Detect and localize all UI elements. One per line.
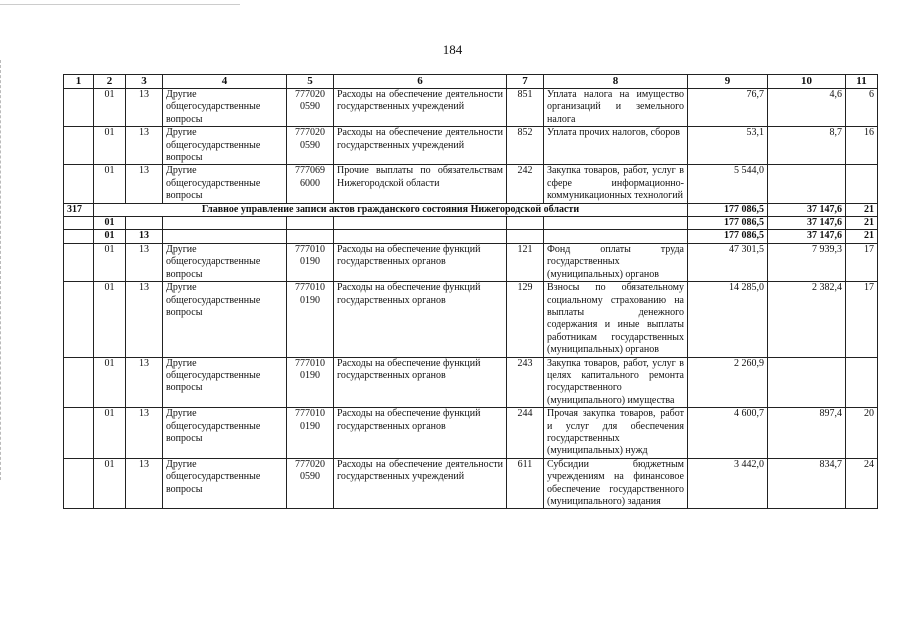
- cell-target-code: 777020 0590: [287, 458, 334, 509]
- cell-plan: 53,1: [688, 127, 768, 165]
- cell-chapter: 01: [94, 230, 126, 243]
- cell-section: [64, 89, 94, 127]
- cell-plan: 4 600,7: [688, 408, 768, 459]
- header-cell: 9: [688, 75, 768, 89]
- cell-subsection-name: Другие общегосударственные вопросы: [163, 165, 287, 203]
- cell-subsection-name: Другие общегосударственные вопросы: [163, 408, 287, 459]
- cell-plan: 76,7: [688, 89, 768, 127]
- empty-cell: [163, 217, 287, 230]
- empty-cell: [287, 230, 334, 243]
- subtotal-row: [64, 230, 878, 243]
- cell-expense-name: Уплата прочих налогов, сборов: [544, 127, 688, 165]
- header-row: [64, 75, 878, 89]
- cell-percent: 24: [846, 458, 878, 509]
- table-row: [64, 458, 878, 509]
- cell-expense-type: 611: [507, 458, 544, 509]
- cell-target-name: Расходы на обеспечение деятельности государственных учреждений: [334, 89, 507, 127]
- empty-cell: [507, 230, 544, 243]
- cell-actual: 37 147,6: [768, 203, 846, 216]
- cell-chapter: 01: [94, 282, 126, 357]
- cell-chapter: 01: [94, 243, 126, 281]
- cell-subsection-name: Другие общегосударственные вопросы: [163, 282, 287, 357]
- table-row: [64, 282, 878, 357]
- cell-subsection-name: Другие общегосударственные вопросы: [163, 89, 287, 127]
- header-cell: 11: [846, 75, 878, 89]
- cell-plan: 47 301,5: [688, 243, 768, 281]
- scan-edge-line: [0, 4, 240, 5]
- cell-plan: 2 260,9: [688, 357, 768, 408]
- cell-expense-type: 243: [507, 357, 544, 408]
- cell-plan: 14 285,0: [688, 282, 768, 357]
- cell-expense-type: 129: [507, 282, 544, 357]
- cell-section: 317: [64, 203, 94, 216]
- binding-margin-line: [0, 60, 3, 480]
- cell-percent: 16: [846, 127, 878, 165]
- cell-subsection: 13: [126, 357, 163, 408]
- header-cell: 10: [768, 75, 846, 89]
- cell-target-name: Расходы на обеспечение функций государственных органов: [334, 243, 507, 281]
- cell-plan: 177 086,5: [688, 230, 768, 243]
- empty-cell: [287, 217, 334, 230]
- empty-cell: [544, 217, 688, 230]
- cell-expense-type: 852: [507, 127, 544, 165]
- cell-subsection-name: Другие общегосударственные вопросы: [163, 357, 287, 408]
- cell-target-name: Расходы на обеспечение деятельности государственных учреждений: [334, 458, 507, 509]
- cell-chapter: 01: [94, 458, 126, 509]
- cell-actual: 8,7: [768, 127, 846, 165]
- cell-target-name: Расходы на обеспечение деятельности государственных учреждений: [334, 127, 507, 165]
- cell-target-code: 777010 0190: [287, 408, 334, 459]
- cell-target-code: 777010 0190: [287, 243, 334, 281]
- cell-subsection: [126, 217, 163, 230]
- cell-actual: 834,7: [768, 458, 846, 509]
- cell-expense-name: Закупка товаров, работ, услуг в сфере информационно-коммуникационных технологий: [544, 165, 688, 203]
- cell-target-code: 777069 6000: [287, 165, 334, 203]
- cell-target-code: 777010 0190: [287, 282, 334, 357]
- cell-target-name: Расходы на обеспечение функций государственных органов: [334, 357, 507, 408]
- cell-actual: 4,6: [768, 89, 846, 127]
- header-cell: 7: [507, 75, 544, 89]
- cell-expense-type: 851: [507, 89, 544, 127]
- cell-actual: 7 939,3: [768, 243, 846, 281]
- cell-expense-name: Субсидии бюджетным учреждениям на финансовое обеспечение государственного (муниципального) задания: [544, 458, 688, 509]
- cell-percent: 21: [846, 217, 878, 230]
- cell-subsection: 13: [126, 89, 163, 127]
- cell-subsection-name: Другие общегосударственные вопросы: [163, 458, 287, 509]
- cell-target-code: 777020 0590: [287, 89, 334, 127]
- cell-expense-type: 242: [507, 165, 544, 203]
- subtotal-row: [64, 217, 878, 230]
- cell-chapter: 01: [94, 357, 126, 408]
- cell-expense-name: Фонд оплаты труда государственных (муниципальных) органов: [544, 243, 688, 281]
- cell-target-name: Расходы на обеспечение функций государственных органов: [334, 282, 507, 357]
- cell-expense-name: Уплата налога на имущество организаций и земельного налога: [544, 89, 688, 127]
- cell-section: [64, 357, 94, 408]
- cell-plan: 3 442,0: [688, 458, 768, 509]
- cell-target-code: 777010 0190: [287, 357, 334, 408]
- cell-percent: [846, 165, 878, 203]
- cell-subsection-name: Другие общегосударственные вопросы: [163, 127, 287, 165]
- cell-actual: 897,4: [768, 408, 846, 459]
- cell-actual: 37 147,6: [768, 230, 846, 243]
- cell-percent: 17: [846, 243, 878, 281]
- empty-cell: [64, 230, 94, 243]
- cell-chapter: 01: [94, 127, 126, 165]
- cell-expense-type: 121: [507, 243, 544, 281]
- header-cell: 3: [126, 75, 163, 89]
- cell-section: [64, 458, 94, 509]
- cell-percent: 20: [846, 408, 878, 459]
- cell-actual: 37 147,6: [768, 217, 846, 230]
- cell-expense-name: Закупка товаров, работ, услуг в целях капитального ремонта государственного (муниципального) имущества: [544, 357, 688, 408]
- cell-section: [64, 408, 94, 459]
- cell-target-name: Прочие выплаты по обязательствам Нижегородской области: [334, 165, 507, 203]
- table-row: [64, 243, 878, 281]
- empty-cell: [507, 217, 544, 230]
- cell-chapter: 01: [94, 165, 126, 203]
- table-row: [64, 357, 878, 408]
- cell-expense-name: Прочая закупка товаров, работ и услуг для обеспечения государственных (муниципальных) нужд: [544, 408, 688, 459]
- cell-chapter: 01: [94, 217, 126, 230]
- empty-cell: [163, 230, 287, 243]
- cell-percent: 17: [846, 282, 878, 357]
- header-cell: 5: [287, 75, 334, 89]
- cell-target-name: Расходы на обеспечение функций государственных органов: [334, 408, 507, 459]
- cell-chapter: 01: [94, 89, 126, 127]
- page-number: 184: [442, 42, 463, 57]
- cell-percent: 21: [846, 230, 878, 243]
- cell-plan: 5 544,0: [688, 165, 768, 203]
- cell-actual: [768, 165, 846, 203]
- cell-subsection: 13: [126, 127, 163, 165]
- cell-chapter: 01: [94, 408, 126, 459]
- table-row: [64, 408, 878, 459]
- cell-section: [64, 243, 94, 281]
- cell-percent: 6: [846, 89, 878, 127]
- cell-section: [64, 282, 94, 357]
- department-name: Главное управление записи актов гражданского состояния Нижегородской области: [94, 203, 688, 216]
- cell-subsection: 13: [126, 165, 163, 203]
- cell-subsection: 13: [126, 282, 163, 357]
- cell-plan: 177 086,5: [688, 217, 768, 230]
- empty-cell: [334, 230, 507, 243]
- table-row: [64, 165, 878, 203]
- empty-cell: [544, 230, 688, 243]
- cell-section: [64, 165, 94, 203]
- cell-subsection: 13: [126, 408, 163, 459]
- cell-actual: 2 382,4: [768, 282, 846, 357]
- header-cell: 4: [163, 75, 287, 89]
- table-row: [64, 89, 878, 127]
- cell-percent: 21: [846, 203, 878, 216]
- department-row: [64, 203, 878, 216]
- cell-subsection: 13: [126, 243, 163, 281]
- header-cell: 6: [334, 75, 507, 89]
- cell-expense-type: 244: [507, 408, 544, 459]
- header-cell: 8: [544, 75, 688, 89]
- cell-actual: [768, 357, 846, 408]
- cell-subsection-name: Другие общегосударственные вопросы: [163, 243, 287, 281]
- budget-table: [63, 74, 878, 509]
- cell-plan: 177 086,5: [688, 203, 768, 216]
- cell-target-code: 777020 0590: [287, 127, 334, 165]
- header-cell: 1: [64, 75, 94, 89]
- empty-cell: [64, 217, 94, 230]
- header-cell: 2: [94, 75, 126, 89]
- cell-expense-name: Взносы по обязательному социальному страхованию на выплаты денежного содержания и иные выплаты работникам государственных (муниципальных) органов: [544, 282, 688, 357]
- empty-cell: [334, 217, 507, 230]
- cell-section: [64, 127, 94, 165]
- cell-subsection: 13: [126, 458, 163, 509]
- table-row: [64, 127, 878, 165]
- cell-percent: [846, 357, 878, 408]
- cell-subsection: 13: [126, 230, 163, 243]
